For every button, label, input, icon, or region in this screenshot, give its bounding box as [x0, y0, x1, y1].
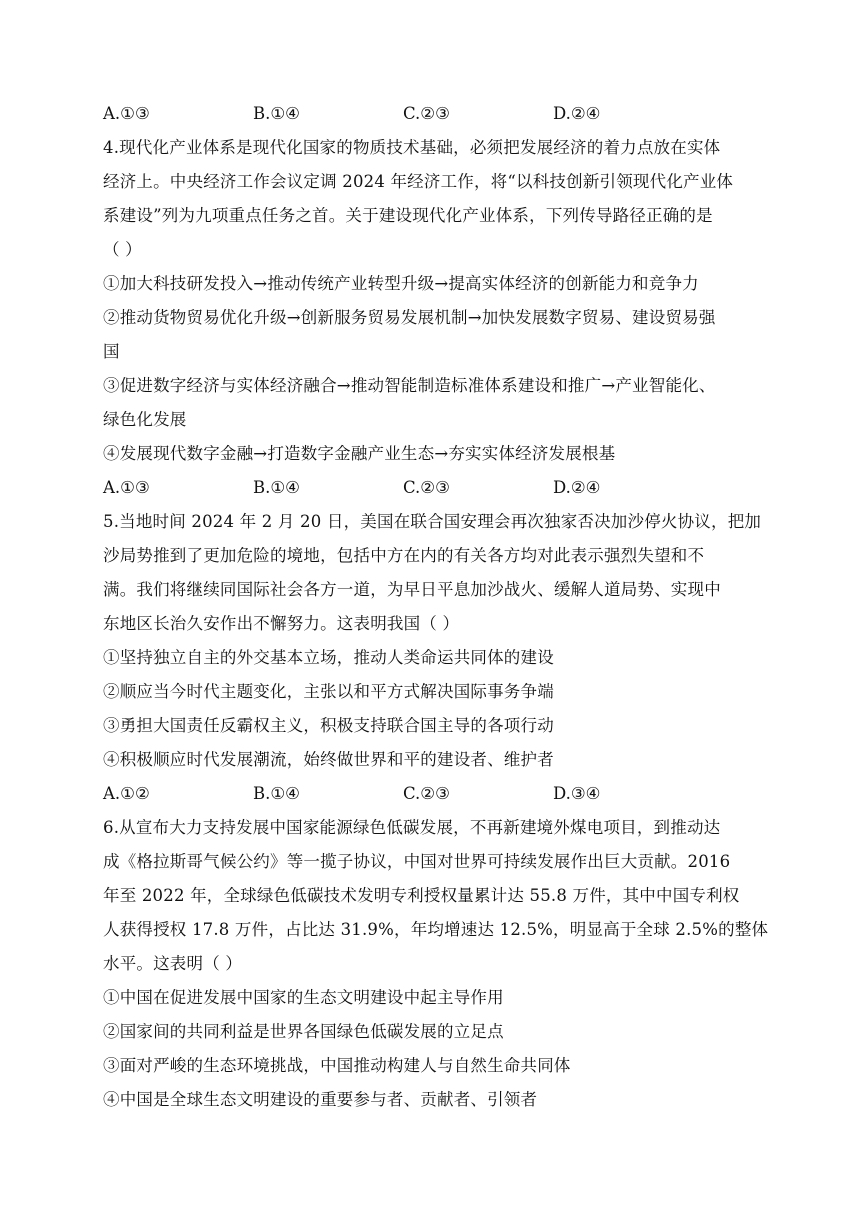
prev-question-options — [103, 97, 763, 131]
question-6 — [103, 811, 769, 1117]
option-a: A.①② — [103, 784, 150, 803]
question-stem-line: （ ） — [103, 240, 142, 259]
question-stem-line: 6.从宣布大力支持发展中国家能源绿色低碳发展，不再新建境外煤电项目，到推动达 — [103, 818, 721, 837]
choice-line: ②推动货物贸易优化升级→创新服务贸易发展机制→加快发展数字贸易、建设贸易强 — [103, 308, 716, 327]
question-4 — [103, 131, 763, 505]
question-stem-line: 5.当地时间 2024 年 2 月 20 日，美国在联合国安理会再次独家否决加沙停火协议，把加 — [103, 512, 762, 531]
question-stem-line: 经济上。中央经济工作会议定调 2024 年经济工作，将“以科技创新引领现代化产业体 — [103, 172, 734, 191]
choice-line: ②国家间的共同利益是世界各国绿色低碳发展的立足点 — [103, 1022, 504, 1041]
choice-line: ③面对严峻的生态环境挑战，中国推动构建人与自然生命共同体 — [103, 1056, 571, 1075]
choice-line: ④发展现代数字金融→打造数字金融产业生态→夯实实体经济发展根基 — [103, 444, 616, 463]
question-5 — [103, 505, 763, 811]
choice-line: 国 — [103, 342, 120, 361]
choice-line: 绿色化发展 — [103, 410, 187, 429]
choice-line: ①加大科技研发投入→推动传统产业转型升级→提高实体经济的创新能力和竞争力 — [103, 274, 699, 293]
question-stem-line: 满。我们将继续同国际社会各方一道，为早日平息加沙战火、缓解人道局势、实现中 — [103, 580, 721, 599]
option-b: B.①④ — [253, 784, 300, 803]
question-options — [103, 471, 763, 505]
question-stem-line: 沙局势推到了更加危险的境地，包括中方在内的有关各方均对此表示强烈失望和不 — [103, 546, 705, 565]
option-c: C.②③ — [403, 478, 450, 497]
option-a: A.①③ — [103, 104, 150, 123]
question-stem-line: 系建设”列为九项重点任务之首。关于建设现代化产业体系，下列传导路径正确的是 — [103, 206, 713, 225]
question-stem-line: 东地区长治久安作出不懈努力。这表明我国（ ） — [103, 614, 460, 633]
question-stem-line: 年至 2022 年，全球绿色低碳技术发明专利授权量累计达 55.8 万件，其中中国专利权 — [103, 886, 740, 905]
option-d: D.②④ — [553, 478, 601, 497]
question-stem-line: 水平。这表明（ ） — [103, 954, 243, 973]
exam-page — [103, 97, 769, 1117]
choice-line: ②顺应当今时代主题变化，主张以和平方式解决国际事务争端 — [103, 682, 554, 701]
choice-line: ③勇担大国责任反霸权主义，积极支持联合国主导的各项行动 — [103, 716, 554, 735]
option-c: C.②③ — [403, 784, 450, 803]
option-d: D.③④ — [553, 784, 601, 803]
choice-line: ④积极顺应时代发展潮流，始终做世界和平的建设者、维护者 — [103, 750, 554, 769]
question-stem-line: 成《格拉斯哥气候公约》等一揽子协议，中国对世界可持续发展作出巨大贡献。2016 — [103, 852, 731, 871]
question-options — [103, 777, 763, 811]
option-b: B.①④ — [253, 478, 300, 497]
option-b: B.①④ — [253, 104, 300, 123]
option-d: D.②④ — [553, 104, 601, 123]
option-a: A.①③ — [103, 478, 150, 497]
choice-line: ④中国是全球生态文明建设的重要参与者、贡献者、引领者 — [103, 1090, 538, 1109]
choice-line: ①中国在促进发展中国家的生态文明建设中起主导作用 — [103, 988, 504, 1007]
choice-line: ③促进数字经济与实体经济融合→推动智能制造标准体系建设和推广→产业智能化、 — [103, 376, 716, 395]
choice-line: ①坚持独立自主的外交基本立场，推动人类命运共同体的建设 — [103, 648, 554, 667]
question-stem-line: 4.现代化产业体系是现代化国家的物质技术基础，必须把发展经济的着力点放在实体 — [103, 138, 721, 157]
option-c: C.②③ — [403, 104, 450, 123]
question-stem-line: 人获得授权 17.8 万件，占比达 31.9%，年均增速达 12.5%，明显高于全球 2.5%的整体 — [103, 920, 769, 939]
